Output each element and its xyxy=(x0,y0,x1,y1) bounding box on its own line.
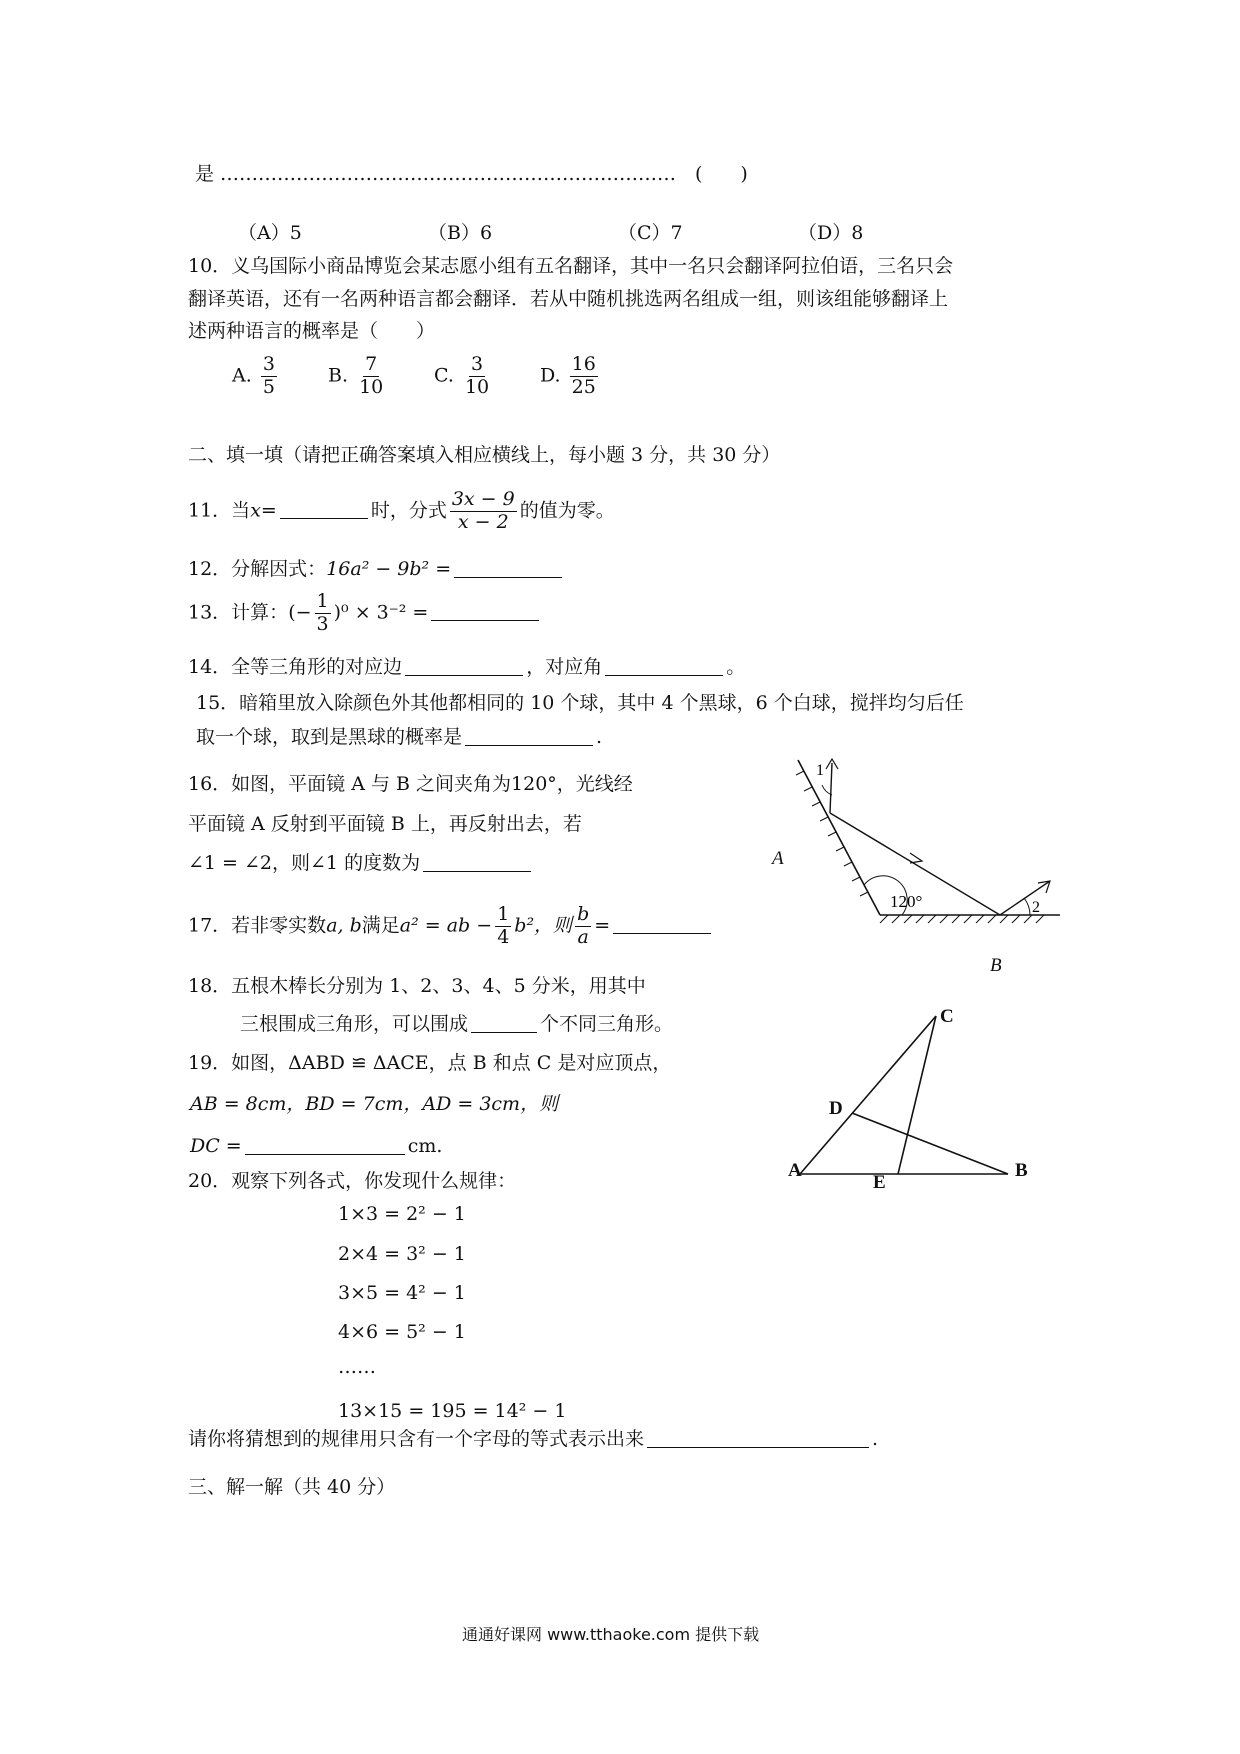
q14-angles-blank[interactable] xyxy=(605,656,723,676)
q11: 11．当x= 时，分式 $\frac{3x - 9}{x - 2}$ 的值为零。 xyxy=(188,488,615,533)
angle-1-label: 1 xyxy=(816,762,824,779)
angle-2-label: 2 xyxy=(1032,899,1040,916)
q13: 13．计算：(− $\frac{1}{3}$ )⁰ × 3⁻² = xyxy=(188,592,542,635)
q20-intro: 20．观察下列各式，你发现什么规律： xyxy=(188,1170,517,1192)
q15-line1: 15．暗箱里放入除颜色外其他都相同的 10 个球，其中 4 个黑球，6 个白球，搅拌均匀后任 xyxy=(196,692,964,714)
outgoing-ray xyxy=(1000,881,1050,915)
q17-answer-blank[interactable] xyxy=(613,914,711,934)
q20-eq-4: 4×6 = 5² − 1 xyxy=(338,1321,466,1343)
vertex-d-label: D xyxy=(829,1098,843,1119)
q20-question: 请你将猜想到的规律用只含有一个字母的等式表示出来 . xyxy=(188,1428,879,1450)
section3-heading: 三、解一解（共 40 分） xyxy=(188,1476,396,1498)
q9-answer-paren: ( ) xyxy=(695,163,748,185)
q10-option-a: A. $\frac{3}{5}$ xyxy=(232,353,275,398)
q9-option-b: （B）6 xyxy=(428,222,493,244)
q19-line2: AB = 8cm，BD = 7cm，AD = 3cm，则 xyxy=(190,1093,559,1115)
angle-2-arc xyxy=(1024,898,1030,915)
mirror-b-label: B xyxy=(990,955,1002,976)
vertex-b-label: B xyxy=(1015,1160,1028,1181)
mirror-a-hatch xyxy=(796,771,868,896)
q19-line1: 19．如图，ΔABD ≌ ΔACE，点 B 和点 C 是对应顶点， xyxy=(188,1052,672,1074)
vertex-c-label: C xyxy=(940,1006,954,1027)
q14-sides-blank[interactable] xyxy=(405,656,523,676)
q10-line1: 10．义乌国际小商品博览会某志愿小组有五名翻译，其中一名只会翻译阿拉伯语，三名只会 xyxy=(188,255,954,277)
section2-heading: 二、填一填（请把正确答案填入相应横线上，每小题 3 分，共 30 分） xyxy=(188,444,781,466)
q19-answer-blank[interactable] xyxy=(245,1135,405,1155)
q10-line3: 述两种语言的概率是（ ） xyxy=(188,320,436,342)
q10-option-c: C. $\frac{3}{10}$ xyxy=(434,353,490,398)
mirror-b-hatch xyxy=(880,915,1044,923)
q9-stem-tail: 是 ……………………………………………………………… xyxy=(195,163,677,185)
q19-line3: DC = cm. xyxy=(190,1135,443,1157)
incoming-ray xyxy=(830,763,832,813)
q18-line2: 三根围成三角形，可以围成 个不同三角形。 xyxy=(240,1013,674,1035)
q20-eq-3: 3×5 = 4² − 1 xyxy=(338,1282,466,1304)
q9-option-c: （C）7 xyxy=(618,222,683,244)
q20-eq-1: 1×3 = 2² − 1 xyxy=(338,1203,466,1225)
q20-ellipsis: …… xyxy=(338,1356,376,1378)
vertex-a-label: A xyxy=(788,1160,802,1181)
q15-line2: 取一个球，取到是黑球的概率是 . xyxy=(196,726,603,748)
q18-line1: 18．五根木棒长分别为 1、2、3、4、5 分米，用其中 xyxy=(188,975,646,997)
mirror-a-label: A xyxy=(772,848,784,869)
q13-answer-blank[interactable] xyxy=(431,601,539,621)
q11-answer-blank[interactable] xyxy=(280,499,368,519)
q9-option-d: （D）8 xyxy=(798,222,864,244)
q16-answer-blank[interactable] xyxy=(423,852,531,872)
q10-line2: 翻译英语，还有一名两种语言都会翻译．若从中随机挑选两名组成一组，则该组能够翻译上 xyxy=(188,288,949,310)
triangle-figure xyxy=(780,1000,1040,1200)
segment-ce xyxy=(898,1016,936,1174)
vertex-e-label: E xyxy=(873,1172,886,1193)
q10-option-d: D. $\frac{16}{25}$ xyxy=(540,353,596,398)
mirror-figure xyxy=(760,755,1070,985)
q16-line1: 16．如图，平面镜 A 与 B 之间夹角为120°，光线经 xyxy=(188,773,633,795)
q16-line3: ∠1 = ∠2，则∠1 的度数为 xyxy=(188,852,534,875)
q17: 17．若非零实数a, b满足a² = ab − $\frac{1}{4}$ b²，则 $\frac{b}{a}$ = xyxy=(188,905,714,948)
q10-option-b: B. $\frac{7}{10}$ xyxy=(328,353,384,398)
segment-db xyxy=(852,1113,1008,1174)
q20-eq-2: 2×4 = 3² − 1 xyxy=(338,1243,466,1265)
q9-option-a: （A）5 xyxy=(238,222,302,244)
footer: 通通好课网 www.tthaoke.com 提供下载 xyxy=(462,1625,760,1644)
segment-ac xyxy=(800,1016,936,1174)
q20-eq-last: 13×15 = 195 = 14² − 1 xyxy=(338,1400,567,1422)
q20-answer-blank[interactable] xyxy=(647,1428,869,1448)
q15-answer-blank[interactable] xyxy=(465,726,593,746)
q16-line2: 平面镜 A 反射到平面镜 B 上，再反射出去，若 xyxy=(188,813,582,835)
q18-answer-blank[interactable] xyxy=(471,1013,537,1033)
q14: 14．全等三角形的对应边 ，对应角 。 xyxy=(188,656,746,678)
angle-120-label: 120° xyxy=(890,892,923,911)
q12: 12．分解因式：16a² − 9b² = xyxy=(188,558,565,581)
q12-answer-blank[interactable] xyxy=(454,558,562,578)
